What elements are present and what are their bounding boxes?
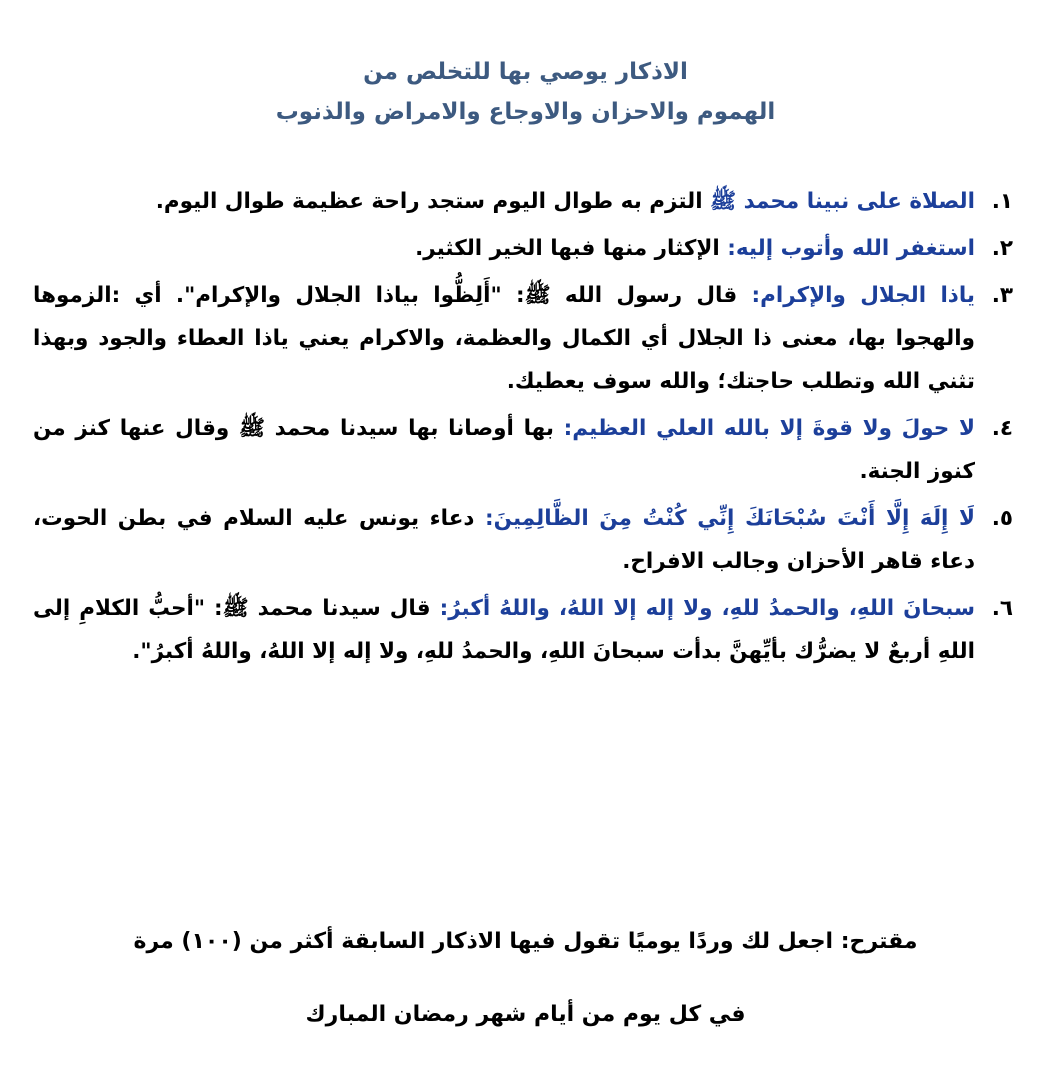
list-item [33, 227, 1013, 270]
header-line-2: الهموم والاحزان والاوجاع والامراض والذنوب [275, 99, 776, 125]
dhikr-phrase: ياذا الجلال والإكرام [760, 283, 975, 308]
item-description: التزم به طوال اليوم ستجد راحة عظيمة طوال اليوم. [155, 189, 703, 214]
item-number: ٢. [991, 236, 1013, 261]
item-number: ٦. [991, 596, 1013, 621]
item-separator [703, 189, 711, 214]
item-description: قال سيدنا محمد ﷺ: "أحبُّ الكلامِ إلى اللهِ أربعٌ لا يضرُّك بأيِّهنَّ بدأت سبحانَ اللهِ، والحمدُ للهِ، ولا إله إلا اللهُ، واللهُ أكبرُ". [33, 596, 975, 664]
header-line-1: الاذكار يوصي بها للتخلص من [363, 59, 688, 85]
item-description: الإكثار منها فبها الخير الكثير. [415, 236, 720, 261]
item-description: قال رسول الله ﷺ: "أَلِظُّوا بياذا الجلال والإكرام". أي :الزموها والهجوا بها، معنى ذا الجلال أي الكمال والعظمة، والاكرام يعني ياذا العطاء والجود وبهذا تثني الله وتطلب حاجتك؛ والله سوف يعطيك. [33, 283, 975, 394]
item-separator: : [430, 596, 449, 621]
item-separator: : [719, 236, 736, 261]
item-description: بها أوصانا بها سيدنا محمد ﷺ وقال عنها كنز من كنوز الجنة. [33, 416, 975, 484]
dhikr-phrase: لا حولَ ولا قوةَ إلا بالله العلي العظيم [572, 416, 975, 441]
item-number: ٥. [991, 506, 1013, 531]
item-separator: : [474, 506, 494, 531]
dhikr-phrase: لَا إِلَهَ إِلَّا أَنْتَ سُبْحَانَكَ إِنِّي كُنْتُ مِنَ الظَّالِمِينَ [493, 506, 976, 531]
adhkar-list [33, 180, 1013, 677]
list-item [33, 180, 1013, 223]
item-separator: : [737, 283, 761, 308]
document-header [0, 52, 1051, 132]
item-number: ٤. [991, 416, 1013, 441]
item-number: ١. [991, 189, 1013, 214]
dhikr-phrase: استغفر الله وأتوب إليه [735, 236, 975, 261]
list-item [33, 587, 1013, 673]
suggestion-footer [0, 905, 1051, 1051]
item-description: دعاء يونس عليه السلام في بطن الحوت، دعاء قاهر الأحزان وجالب الافراح. [33, 506, 975, 574]
footer-line-1: مقترح: اجعل لك وردًا يوميًا تقول فيها الاذكار السابقة أكثر من (١٠٠) مرة [133, 929, 918, 954]
item-number: ٣. [991, 283, 1013, 308]
dhikr-phrase: الصلاة على نبينا محمد ﷺ [710, 189, 975, 214]
item-separator: : [553, 416, 573, 441]
dhikr-phrase: سبحانَ اللهِ، والحمدُ للهِ، ولا إله إلا اللهُ، واللهُ أكبرُ [448, 596, 975, 621]
list-item [33, 407, 1013, 493]
list-item [33, 274, 1013, 403]
list-item [33, 497, 1013, 583]
footer-line-2: في كل يوم من أيام شهر رمضان المبارك [305, 1002, 746, 1027]
